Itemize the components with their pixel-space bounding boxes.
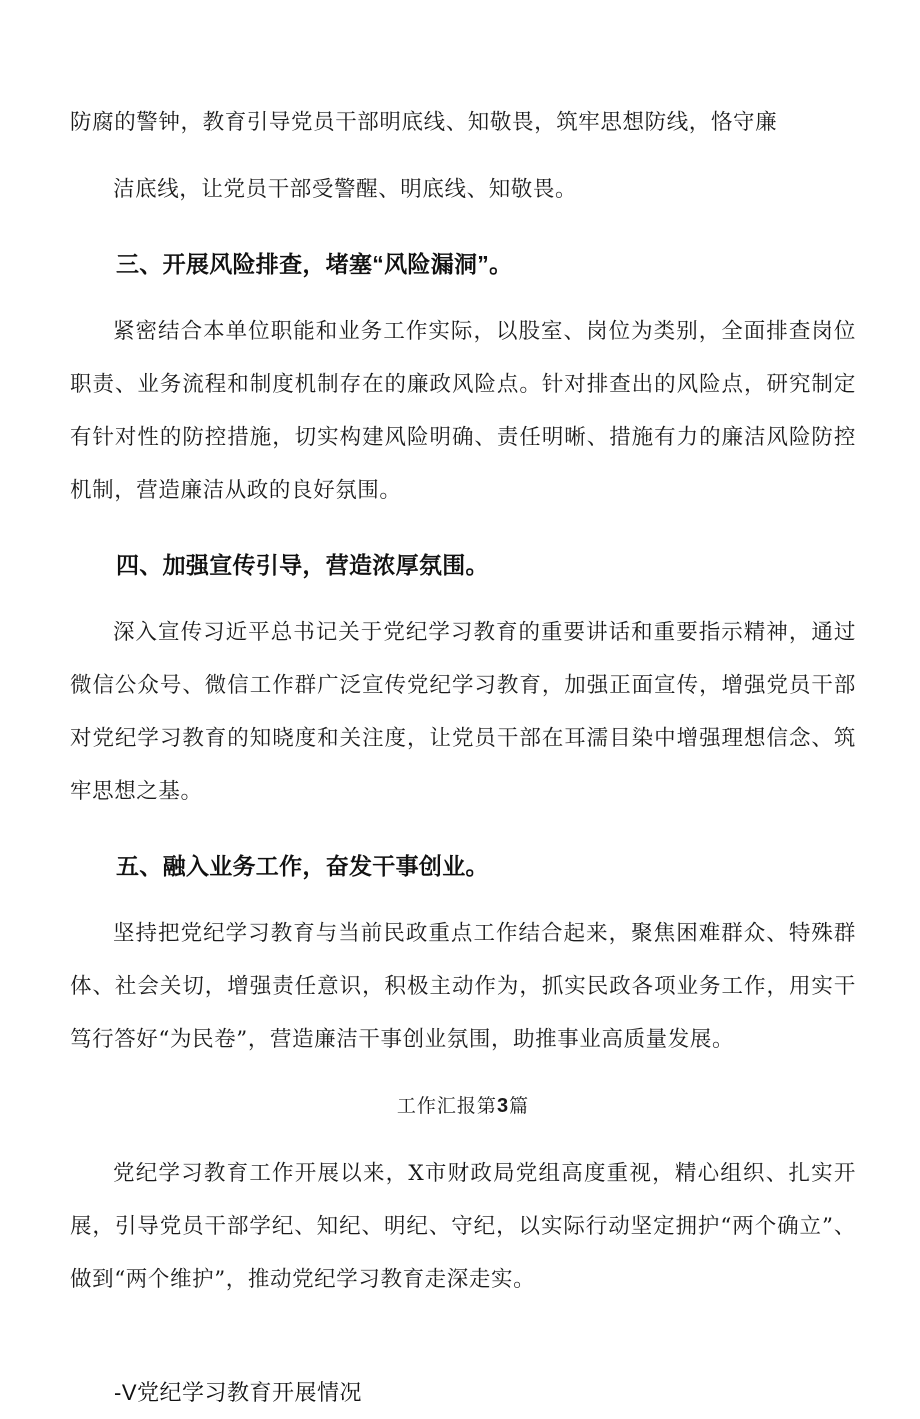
report-three-paragraph: 党纪学习教育工作开展以来，X市财政局党组高度重视，精心组织、扎实开展，引导党员干部学纪、知纪、明纪、守纪，以实际行动坚定拥护“两个确立”、做到“两个维护”，推动党纪学习教育走深走实。	[70, 1161, 856, 1292]
spacer	[70, 517, 856, 539]
spacer	[70, 893, 856, 907]
section-four-paragraph: 深入宣传习近平总书记关于党纪学习教育的重要讲话和重要指示精神，通过微信公众号、微信工作群广泛宣传党纪学习教育，加强正面宣传，增强党员干部对党纪学习教育的知晓度和关注度，让党员干部在耳濡目染中增强理想信念、筑牢思想之基。	[70, 620, 856, 804]
spacer	[70, 216, 856, 238]
report-title-number: 3	[496, 1095, 510, 1117]
spacer	[70, 818, 856, 840]
spacer	[70, 149, 856, 163]
spacer	[70, 291, 856, 305]
section-heading-four: 四、加强宣传引导，营造浓厚氛围。	[116, 552, 489, 578]
section-three-paragraph: 紧密结合本单位职能和业务工作实际，以股室、岗位为类别，全面排查岗位职责、业务流程和制度机制存在的廉政风险点。针对排查出的风险点，研究制定有针对性的防控措施，切实构建风险明确、责任明晰、措施有力的廉洁风险防控机制，营造廉洁从政的良好氛围。	[70, 319, 856, 503]
spacer	[70, 1066, 856, 1080]
section-heading-five: 五、融入业务工作，奋发干事创业。	[116, 853, 489, 879]
section-heading-three: 三、开展风险排查，堵塞“风险漏洞”。	[116, 251, 513, 277]
carryover-paragraph-line-2: 洁底线，让党员干部受警醒、明底线、知敬畏。	[113, 177, 578, 202]
report-title-prefix: 工作汇报第	[396, 1095, 497, 1117]
outline-entry-line: -V党纪学习教育开展情况	[114, 1380, 363, 1405]
spacer	[70, 592, 856, 606]
spacer	[70, 1306, 856, 1366]
report-title-suffix: 篇	[509, 1095, 530, 1117]
carryover-paragraph-line-1: 防腐的警钟，教育引导党员干部明底线、知敬畏，筑牢思想防线，恪守廉	[70, 110, 778, 135]
spacer	[70, 1133, 856, 1147]
report-three-title	[70, 1080, 856, 1133]
document-content	[70, 96, 856, 1419]
section-five-paragraph: 坚持把党纪学习教育与当前民政重点工作结合起来，聚焦困难群众、特殊群体、社会关切，增强责任意识，积极主动作为，抓实民政各项业务工作，用实干笃行答好“为民卷”，营造廉洁干事创业氛围，助推事业高质量发展。	[70, 921, 856, 1052]
